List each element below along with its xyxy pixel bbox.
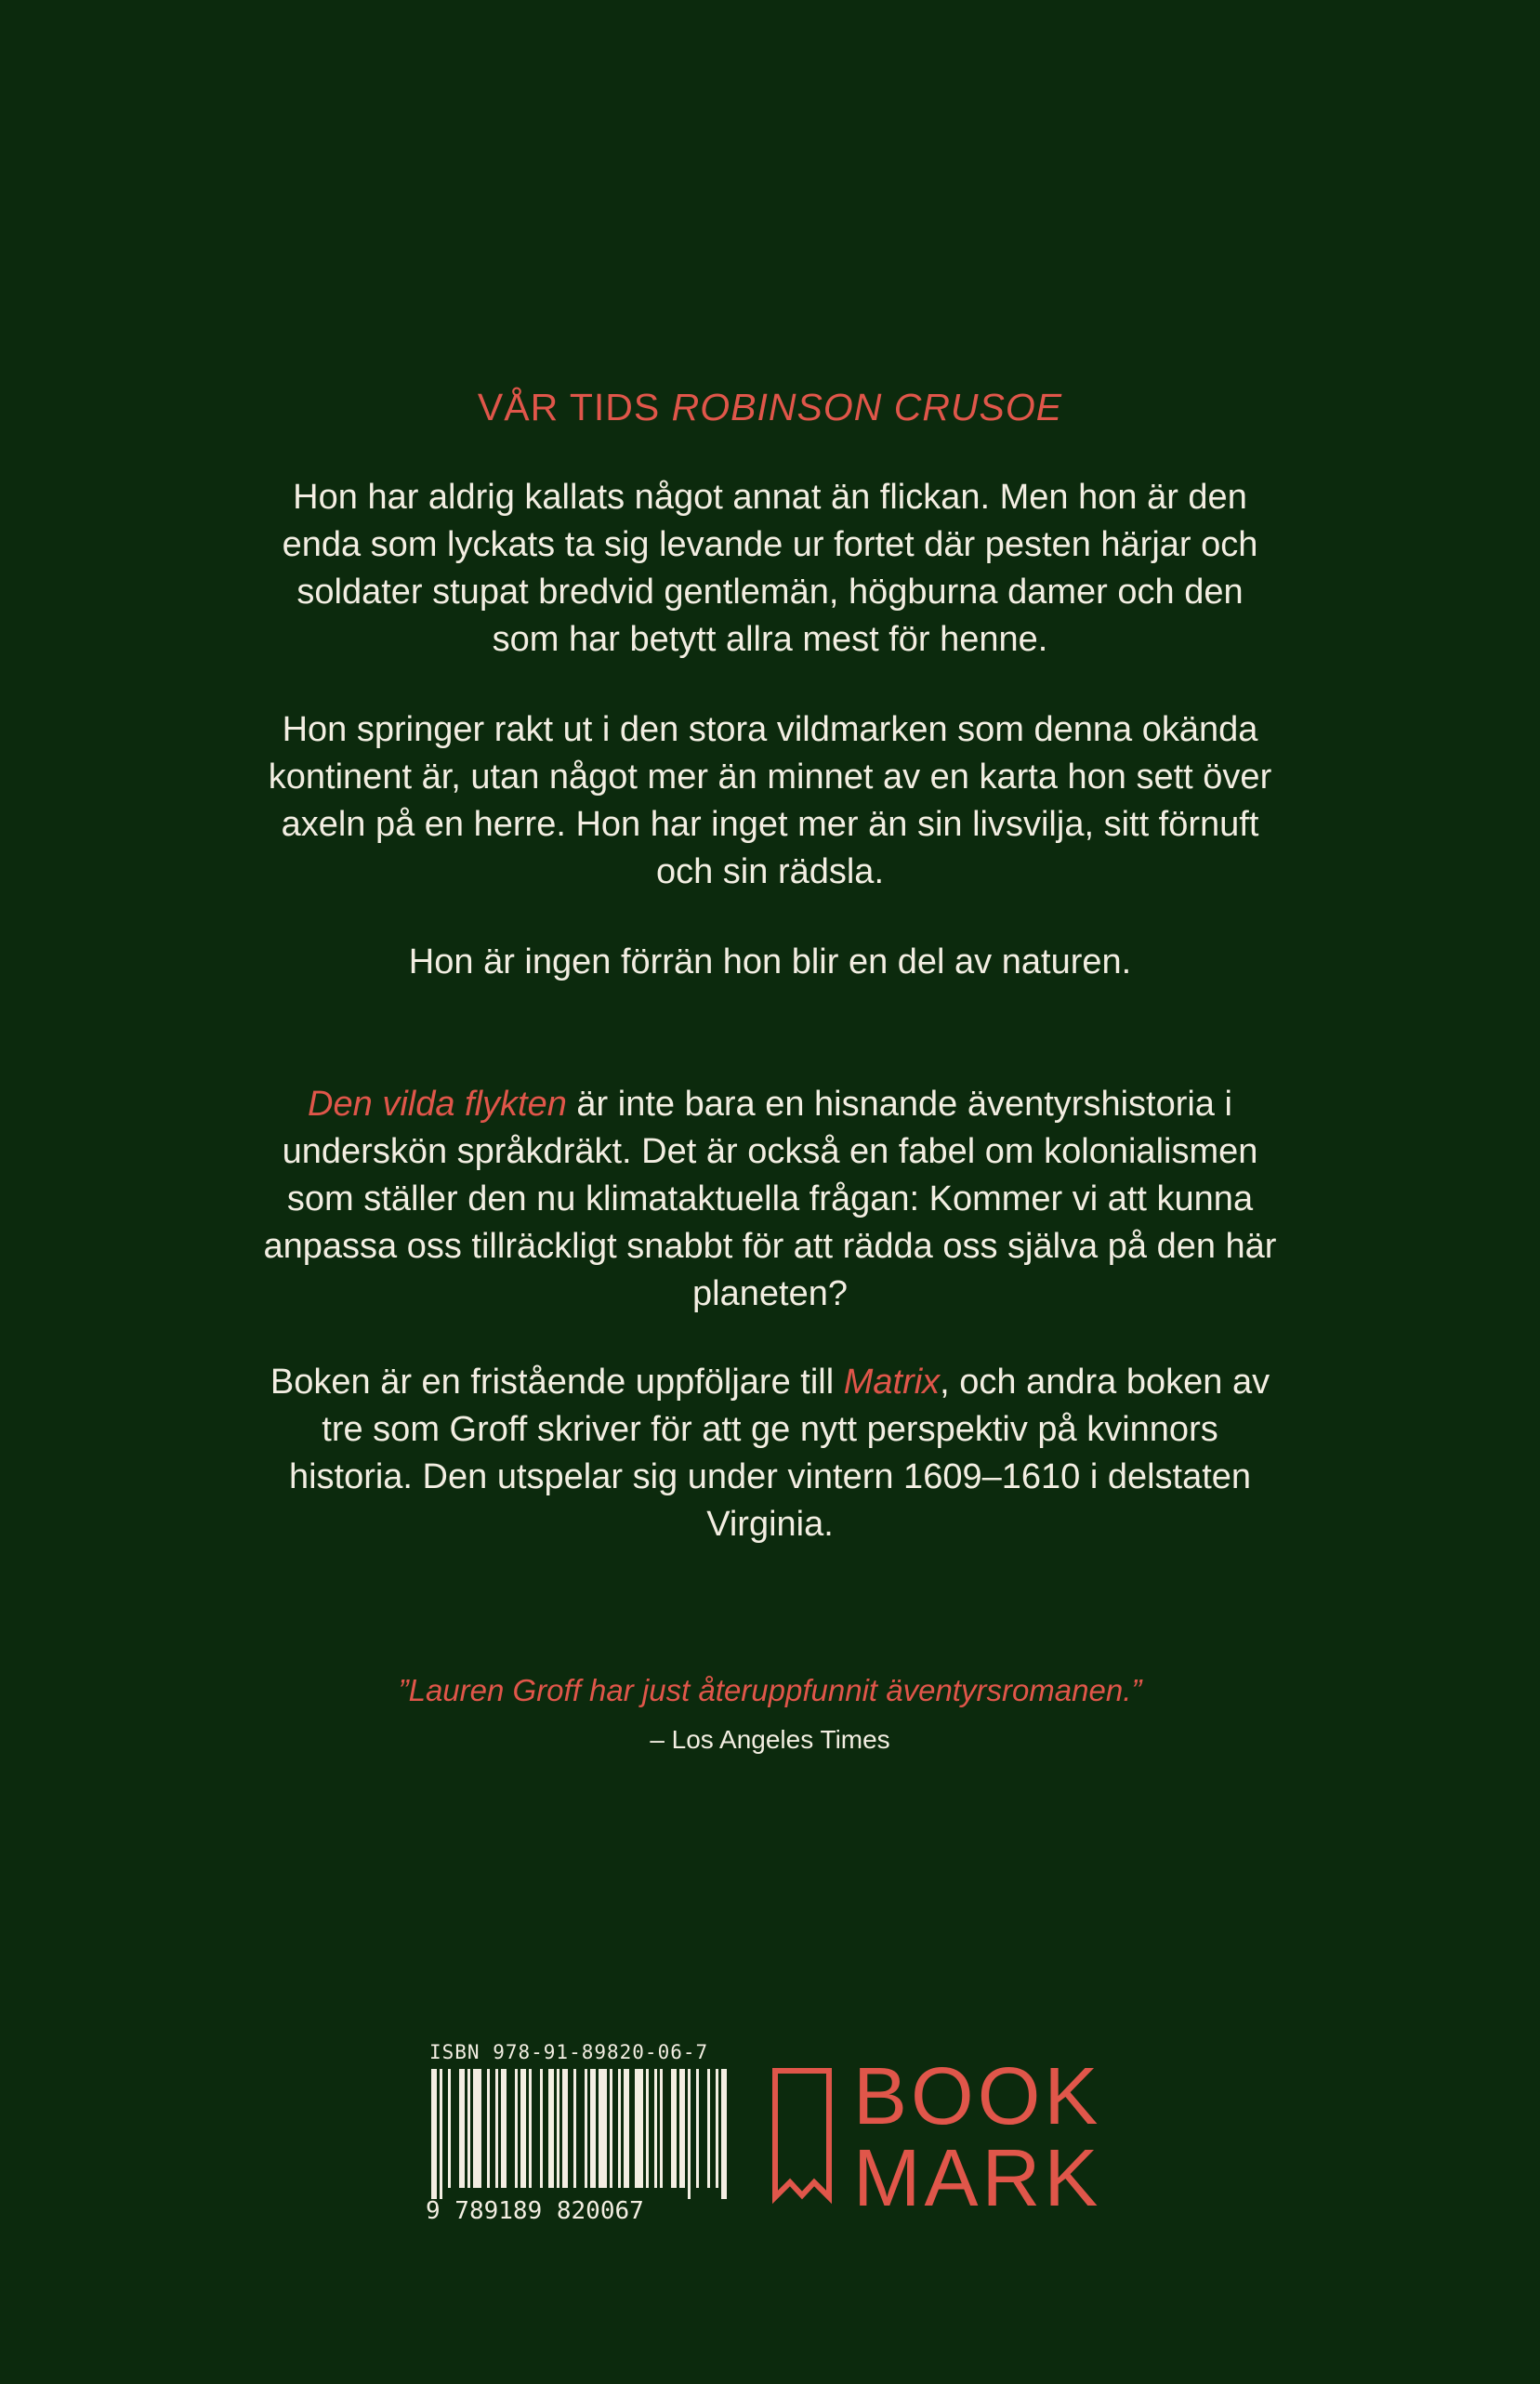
blurb-text-1: Hon har aldrig kallats något annat än flickan. Men hon är den enda som lyckats ta sig levande ur fortet där pesten härjar och soldater stupat bredvid gentlemän, högburna damer och den som har betytt allra mest för henne. <box>282 478 1258 659</box>
barcode-bar <box>679 2069 685 2188</box>
barcode-bar <box>459 2069 465 2188</box>
barcode-bar <box>467 2069 470 2188</box>
blurb-paragraph-3 <box>260 939 1280 986</box>
barcode-bar <box>473 2069 481 2188</box>
blurb-text-5-start: Boken är en fristående uppföljare till <box>270 1363 844 1402</box>
logo-line-1: BOOK <box>853 2051 1102 2141</box>
barcode-bar <box>501 2069 507 2188</box>
blurb-text-4: är inte bara en hisnande äventyrshistoria i underskön språkdräkt. Det är också en fabel om kolonialismen som ställer den nu klimataktuella frågan: Kommer vi att kunna anpassa oss tillräckligt snabbt för att rädda oss själva på den här planeten? <box>263 1085 1277 1313</box>
barcode-bar <box>540 2069 543 2188</box>
barcode-bar <box>515 2069 518 2188</box>
barcode-bar <box>585 2069 587 2188</box>
prequel-title-reference: Matrix <box>843 1363 941 1402</box>
publisher-logo <box>853 2051 1102 2223</box>
blurb-text-5-rest: , och andra boken av tre som Groff skriver för att ge nytt perspektiv på kvinnors historia. Den utspelar sig under vintern 1609–1610 i delstaten Virginia. <box>288 1363 1270 1544</box>
blurb-text-2: Hon springer rakt ut i den stora vildmarken som denna okända kontinent är, utan något mer än minnet av en karta hon sett över axeln på en herre. Hon har inget mer än sin livsvilja, sitt förnuft och sin rädsla. <box>268 710 1272 891</box>
barcode-digits: 9 789189 820067 <box>426 2197 644 2225</box>
heading-prefix: VÅR TIDS <box>477 386 672 428</box>
review-source: – Los Angeles Times <box>650 1725 890 1754</box>
blurb-text-3: Hon är ingen förrän hon blir en del av naturen. <box>408 942 1132 981</box>
review-quote: ”Lauren Groff har just återuppfunnit äventyrsromanen.” <box>398 1673 1142 1707</box>
blurb-paragraph-2 <box>260 706 1280 896</box>
cover-heading <box>0 386 1540 429</box>
barcode-bar <box>487 2069 490 2188</box>
barcode-bar <box>495 2069 498 2188</box>
logo-line-2: MARK <box>853 2133 1102 2223</box>
barcode-bar <box>440 2069 442 2199</box>
barcode-bar <box>599 2069 607 2188</box>
barcode-bar <box>624 2069 629 2188</box>
book-title-reference: Den vilda flykten <box>308 1085 567 1124</box>
barcode-bar <box>671 2069 677 2188</box>
barcode-bar <box>688 2069 691 2199</box>
barcode-bar <box>590 2069 596 2188</box>
barcode-bar <box>654 2069 657 2188</box>
barcode-bar <box>707 2069 710 2188</box>
barcode-bar <box>529 2069 532 2188</box>
bookmark-icon <box>771 2067 836 2205</box>
barcode-bar <box>721 2069 727 2199</box>
barcode-bar <box>448 2069 451 2188</box>
barcode-bar <box>618 2069 621 2188</box>
barcode-bar <box>548 2069 554 2188</box>
blurb-paragraph-1 <box>260 474 1280 664</box>
blurb-paragraph-4 <box>260 1081 1280 1318</box>
barcode-bar <box>696 2069 699 2188</box>
barcode-bar <box>646 2069 649 2188</box>
blurb-paragraph-5 <box>260 1359 1280 1548</box>
barcode-bar <box>562 2069 568 2188</box>
barcode-bar <box>557 2069 559 2188</box>
barcode-bar <box>610 2069 612 2188</box>
heading-title: ROBINSON CRUSOE <box>671 386 1063 428</box>
barcode-bar <box>573 2069 576 2188</box>
barcode-bar <box>431 2069 437 2199</box>
isbn-label: ISBN 978-91-89820-06-7 <box>429 2041 709 2063</box>
barcode-bar <box>716 2069 718 2188</box>
barcode-bars <box>428 2069 734 2199</box>
barcode-bar <box>660 2069 663 2188</box>
barcode-bar <box>520 2069 526 2188</box>
barcode <box>428 2041 734 2199</box>
barcode-bar <box>635 2069 643 2188</box>
